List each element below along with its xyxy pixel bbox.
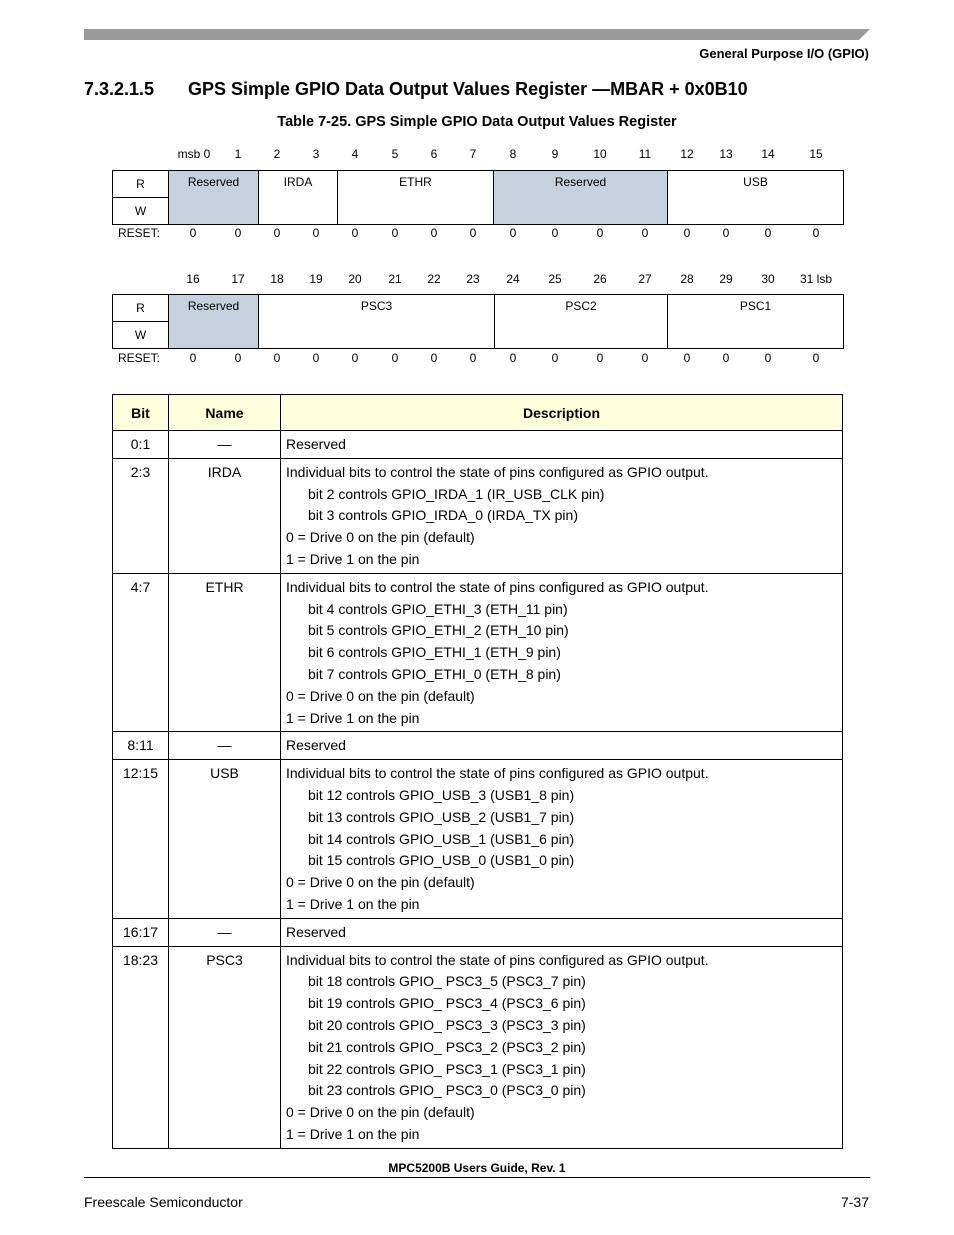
bit-number: 29 — [719, 272, 733, 286]
bit-number: 30 — [761, 272, 775, 286]
bit-cell: 2:3 — [113, 458, 169, 573]
bit-number: 20 — [348, 272, 362, 286]
read-label: R — [113, 171, 169, 198]
description-line: bit 5 controls GPIO_ETHI_2 (ETH_10 pin) — [308, 622, 569, 639]
bit-number-row — [0, 147, 954, 163]
bit-number: 17 — [231, 272, 245, 286]
bit-number-row — [0, 272, 954, 288]
company-name: Freescale Semiconductor — [84, 1194, 243, 1210]
name-cell: — — [169, 918, 281, 946]
bit-number: 15 — [809, 147, 823, 161]
bit-cell: 18:23 — [113, 946, 169, 1148]
bit-number: 3 — [312, 147, 320, 161]
name-cell: IRDA — [169, 458, 281, 573]
reset-label: RESET: — [118, 226, 161, 240]
description-line: bit 18 controls GPIO_ PSC3_5 (PSC3_7 pin) — [308, 973, 586, 990]
reset-value: 0 — [430, 351, 438, 365]
reset-value: 0 — [189, 226, 197, 240]
column-header-description: Description — [281, 395, 843, 431]
field-description-table — [112, 394, 843, 1149]
section-number: 7.3.2.1.5 — [84, 79, 155, 99]
description-line: bit 3 controls GPIO_IRDA_0 (IRDA_TX pin) — [308, 507, 578, 524]
bit-number: 8 — [509, 147, 517, 161]
bit-cell: 12:15 — [113, 760, 169, 919]
reset-value: 0 — [273, 351, 281, 365]
description-cell — [281, 431, 843, 459]
table-row — [113, 946, 843, 1148]
register-diagram-upper — [112, 170, 844, 225]
reset-value: 0 — [430, 226, 438, 240]
bit-number: 5 — [391, 147, 399, 161]
reset-row — [0, 226, 954, 242]
table-row — [113, 760, 843, 919]
description-line: bit 12 controls GPIO_USB_3 (USB1_8 pin) — [308, 786, 575, 803]
reset-value: 0 — [764, 226, 772, 240]
running-header: General Purpose I/O (GPIO) — [699, 46, 869, 61]
description-line: Reserved — [286, 436, 346, 452]
reset-value: 0 — [312, 351, 320, 365]
description-line: Individual bits to control the state of pins configured as GPIO output. — [286, 578, 709, 595]
description-line: 1 = Drive 1 on the pin — [286, 550, 420, 567]
bit-number: 14 — [761, 147, 775, 161]
field-psc2: PSC2 — [495, 295, 668, 349]
name-cell: — — [169, 732, 281, 760]
description-cell — [281, 732, 843, 760]
bit-number: 25 — [548, 272, 562, 286]
bit-number: 19 — [309, 272, 323, 286]
bit-number: 2 — [273, 147, 281, 161]
bit-number: 28 — [680, 272, 694, 286]
field-psc3: PSC3 — [259, 295, 495, 349]
field-ethr: ETHR — [338, 171, 494, 225]
reset-value: 0 — [551, 226, 559, 240]
read-label: R — [113, 295, 169, 322]
description-cell — [281, 573, 843, 732]
column-header-bit: Bit — [113, 395, 169, 431]
description-line: 0 = Drive 0 on the pin (default) — [286, 874, 475, 891]
table-caption: Table 7-25. GPS Simple GPIO Data Output Values Register — [277, 114, 677, 130]
description-line: bit 13 controls GPIO_USB_2 (USB1_7 pin) — [308, 808, 575, 825]
description-line: bit 7 controls GPIO_ETHI_0 (ETH_8 pin) — [308, 665, 561, 682]
reset-value: 0 — [391, 226, 399, 240]
description-line: bit 15 controls GPIO_USB_0 (USB1_0 pin) — [308, 852, 575, 869]
bit-number: 7 — [469, 147, 477, 161]
bit-number: 16 — [186, 272, 200, 286]
reset-value: 0 — [641, 351, 649, 365]
reset-value: 0 — [722, 351, 730, 365]
description-cell — [281, 918, 843, 946]
reset-value: 0 — [189, 351, 197, 365]
bit-cell: 16:17 — [113, 918, 169, 946]
footer-divider — [84, 1177, 870, 1178]
bit-number: 1 — [234, 147, 242, 161]
description-line: 1 = Drive 1 on the pin — [286, 895, 420, 912]
column-header-name: Name — [169, 395, 281, 431]
table-row — [113, 918, 843, 946]
description-line: bit 2 controls GPIO_IRDA_1 (IR_USB_CLK pin) — [308, 485, 605, 502]
write-label: W — [113, 198, 169, 225]
reset-value: 0 — [351, 226, 359, 240]
reset-value: 0 — [683, 226, 691, 240]
description-line: 0 = Drive 0 on the pin (default) — [286, 529, 475, 546]
reset-value: 0 — [509, 226, 517, 240]
bit-number: 4 — [351, 147, 359, 161]
field-reserved: Reserved — [169, 295, 259, 349]
reset-value: 0 — [596, 351, 604, 365]
reset-value: 0 — [812, 226, 820, 240]
reset-value: 0 — [551, 351, 559, 365]
reset-value: 0 — [469, 351, 477, 365]
bit-number: 12 — [680, 147, 694, 161]
bit-number: 27 — [638, 272, 652, 286]
description-line: Individual bits to control the state of pins configured as GPIO output. — [286, 765, 709, 782]
description-line: bit 19 controls GPIO_ PSC3_4 (PSC3_6 pin) — [308, 995, 586, 1012]
header-bar — [84, 29, 870, 40]
name-cell: ETHR — [169, 573, 281, 732]
description-line: bit 4 controls GPIO_ETHI_3 (ETH_11 pin) — [308, 600, 568, 617]
bit-number: 22 — [427, 272, 441, 286]
reset-value: 0 — [351, 351, 359, 365]
bit-number: 24 — [506, 272, 520, 286]
description-cell — [281, 760, 843, 919]
reset-value: 0 — [596, 226, 604, 240]
bit-number: msb 0 — [177, 147, 211, 161]
bit-cell: 4:7 — [113, 573, 169, 732]
description-line: Reserved — [286, 737, 346, 754]
description-line: bit 6 controls GPIO_ETHI_1 (ETH_9 pin) — [308, 644, 561, 661]
register-diagram-lower — [112, 294, 844, 349]
description-line: 1 = Drive 1 on the pin — [286, 709, 420, 726]
bit-cell: 8:11 — [113, 732, 169, 760]
write-label: W — [113, 322, 169, 349]
reset-value: 0 — [273, 226, 281, 240]
bit-number: 10 — [593, 147, 607, 161]
reset-value: 0 — [683, 351, 691, 365]
description-line: 0 = Drive 0 on the pin (default) — [286, 687, 475, 704]
reset-value: 0 — [812, 351, 820, 365]
reset-value: 0 — [722, 226, 730, 240]
description-line: bit 22 controls GPIO_ PSC3_1 (PSC3_1 pin) — [308, 1060, 586, 1077]
bit-number: 21 — [388, 272, 402, 286]
name-cell: PSC3 — [169, 946, 281, 1148]
description-cell — [281, 946, 843, 1148]
table-row — [113, 732, 843, 760]
reset-label: RESET: — [118, 351, 161, 365]
reset-value: 0 — [391, 351, 399, 365]
bit-number: 11 — [638, 147, 652, 161]
field-irda: IRDA — [259, 171, 338, 225]
description-line: 0 = Drive 0 on the pin (default) — [286, 1104, 475, 1121]
description-cell — [281, 458, 843, 573]
reset-value: 0 — [469, 226, 477, 240]
reset-value: 0 — [312, 226, 320, 240]
bit-number: 9 — [551, 147, 559, 161]
bit-number: 23 — [466, 272, 480, 286]
field-reserved: Reserved — [494, 171, 668, 225]
bit-number: 31 lsb — [799, 272, 833, 286]
table-row — [113, 458, 843, 573]
table-row — [113, 431, 843, 459]
bit-cell: 0:1 — [113, 431, 169, 459]
bit-number: 26 — [593, 272, 607, 286]
reset-row — [0, 351, 954, 367]
field-psc1: PSC1 — [668, 295, 844, 349]
reset-value: 0 — [764, 351, 772, 365]
name-cell: — — [169, 431, 281, 459]
field-usb: USB — [668, 171, 844, 225]
reset-value: 0 — [641, 226, 649, 240]
document-title: MPC5200B Users Guide, Rev. 1 — [388, 1161, 566, 1175]
description-line: Individual bits to control the state of pins configured as GPIO output. — [286, 951, 709, 968]
description-line: bit 14 controls GPIO_USB_1 (USB1_6 pin) — [308, 830, 575, 847]
field-reserved: Reserved — [169, 171, 259, 225]
description-line: Reserved — [286, 923, 346, 940]
description-line: bit 23 controls GPIO_ PSC3_0 (PSC3_0 pin) — [308, 1082, 586, 1099]
bit-number: 6 — [430, 147, 438, 161]
reset-value: 0 — [509, 351, 517, 365]
bit-number: 13 — [719, 147, 733, 161]
page-number: 7-37 — [840, 1194, 869, 1210]
description-line: bit 21 controls GPIO_ PSC3_2 (PSC3_2 pin) — [308, 1038, 586, 1055]
section-heading — [84, 79, 748, 100]
description-line: Individual bits to control the state of pins configured as GPIO output. — [286, 463, 709, 480]
table-row — [113, 573, 843, 732]
name-cell: USB — [169, 760, 281, 919]
description-line: 1 = Drive 1 on the pin — [286, 1125, 420, 1142]
reset-value: 0 — [234, 226, 242, 240]
reset-value: 0 — [234, 351, 242, 365]
description-line: bit 20 controls GPIO_ PSC3_3 (PSC3_3 pin) — [308, 1016, 586, 1033]
bit-number: 18 — [270, 272, 284, 286]
section-title: GPS Simple GPIO Data Output Values Register —MBAR + 0x0B10 — [188, 79, 748, 99]
